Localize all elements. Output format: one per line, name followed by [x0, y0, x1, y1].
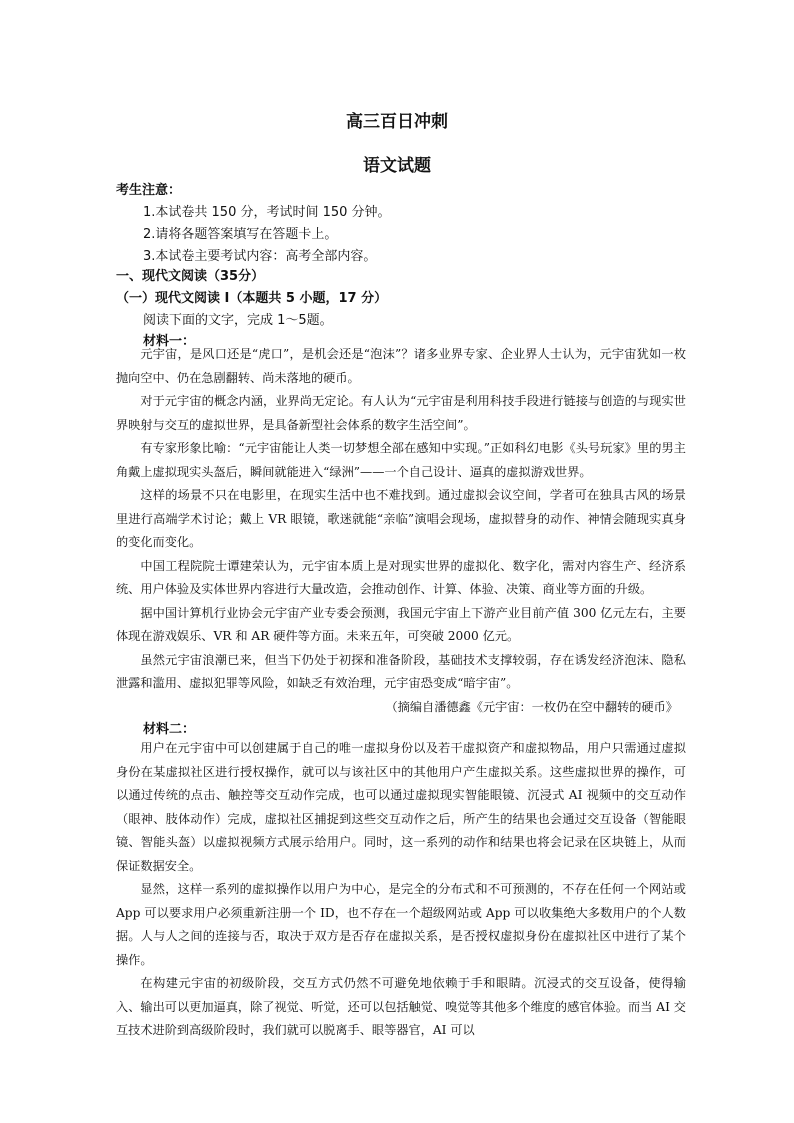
paragraph: 显然，这样一系列的虚拟操作以用户为中心，是完全的分布式和不可预测的，不存在任何一个网站或 App 可以要求用户必须重新注册一个 ID，也不存在一个超级网站或 App 可以收集绝大多数用户的个人数据。人与人之间的连接与否，取决于双方是否存在虚拟关系，是否授权虚拟身份在虚拟社区中进行了某个操作。 [116, 882, 686, 967]
paragraph: 这样的场景不只在电影里，在现实生活中也不难找到。通过虚拟会议空间，学者可在独具古风的场景里进行高端学术讨论；戴上 VR 眼镜，歌迷就能“亲临”演唱会现场，虚拟替身的动作、神情会随现实真身的变化而变化。 [116, 488, 686, 549]
section-heading: 一、现代文阅读（35分） [116, 269, 265, 284]
page-title: 高三百日冲刺 [346, 112, 448, 132]
notice-heading: 考生注意： [116, 183, 182, 198]
material-2-text [116, 737, 686, 1043]
material-1-text [116, 343, 686, 719]
paragraph: 用户在元宇宙中可以创建属于自己的唯一虚拟身份以及若干虚拟资产和虚拟物品，用户只需通过虚拟身份在某虚拟社区进行授权操作，就可以与该社区中的其他用户产生虚拟关系。这些虚拟世界的操作，可以通过传统的点击、触控等交互动作完成，也可以通过虚拟现实智能眼镜、沉浸式 AI 视频中的交互动作（眼神、肢体动作）完成，虚拟社区捕捉到这些交互动作之后，所产生的结果也会通过交互设备（智能眼镜、智能头盔）以虚拟视频方式展示给用户。同时，这一系列的动作和结果也将会记录在区块链上，从而保证数据安全。 [116, 741, 686, 873]
paragraph: 对于元宇宙的概念内涵，业界尚无定论。有人认为“元宇宙是利用科技手段进行链接与创造的与现实世界映射与交互的虚拟世界，是具备新型社会体系的数字生活空间”。 [116, 394, 686, 432]
paragraph: 有专家形象比喻：“元宇宙能让人类一切梦想全部在感知中实现。”正如科幻电影《头号玩家》里的男主角戴上虚拟现实头盔后，瞬间就能进入“绿洲”——一个自己设计、逼真的虚拟游戏世界。 [116, 441, 686, 479]
paragraph: 虽然元宇宙浪潮已来，但当下仍处于初探和准备阶段，基础技术支撑较弱，存在诱发经济泡沫、隐私泄露和滥用、虚拟犯罪等风险，如缺乏有效治理，元宇宙恐变成“暗宇宙”。 [116, 652, 686, 690]
paragraph: 据中国计算机行业协会元宇宙产业专委会预测，我国元宇宙上下游产业目前产值 300 亿元左右，主要体现在游戏娱乐、VR 和 AR 硬件等方面。未来五年，可突破 2000 亿元。 [116, 605, 686, 643]
paragraph: 在构建元宇宙的初级阶段，交互方式仍然不可避免地依赖于手和眼睛。沉浸式的交互设备，使得输入、输出可以更加逼真，除了视觉、听觉，还可以包括触觉、嗅觉等其他多个维度的感官体验。而当 AI 交互技术进阶到高级阶段时，我们就可以脱离手、眼等器官，AI 可以 [116, 976, 686, 1037]
material-label: 材料一： [143, 334, 196, 349]
source-citation: （摘编自潘德鑫《元宇宙：一枚仍在空中翻转的硬币》 [385, 699, 678, 714]
reading-instruction: 阅读下面的文字，完成 1～5题。 [143, 313, 333, 328]
notice-item: 3.本试卷主要考试内容：高考全部内容。 [143, 249, 377, 264]
paragraph: 元宇宙，是风口还是“虎口”，是机会还是“泡沫”？诸多业界专家、企业界人士认为，元宇宙犹如一枚抛向空中、仍在急剧翻转、尚未落地的硬币。 [116, 347, 686, 385]
page-subtitle: 语文试题 [363, 156, 431, 176]
paragraph: 中国工程院院士谭建荣认为，元宇宙本质上是对现实世界的虚拟化、数字化，需对内容生产、经济系统、用户体验及实体世界内容进行大量改造，会推动创作、计算、体验、决策、商业等方面的升级。 [116, 558, 686, 596]
material-label: 材料二： [143, 722, 196, 737]
subsection-heading: （一）现代文阅读 I（本题共 5 小题，17 分） [116, 291, 388, 306]
notice-item: 2.请将各题答案填写在答题卡上。 [143, 227, 338, 242]
notice-item: 1.本试卷共 150 分，考试时间 150 分钟。 [143, 205, 391, 220]
